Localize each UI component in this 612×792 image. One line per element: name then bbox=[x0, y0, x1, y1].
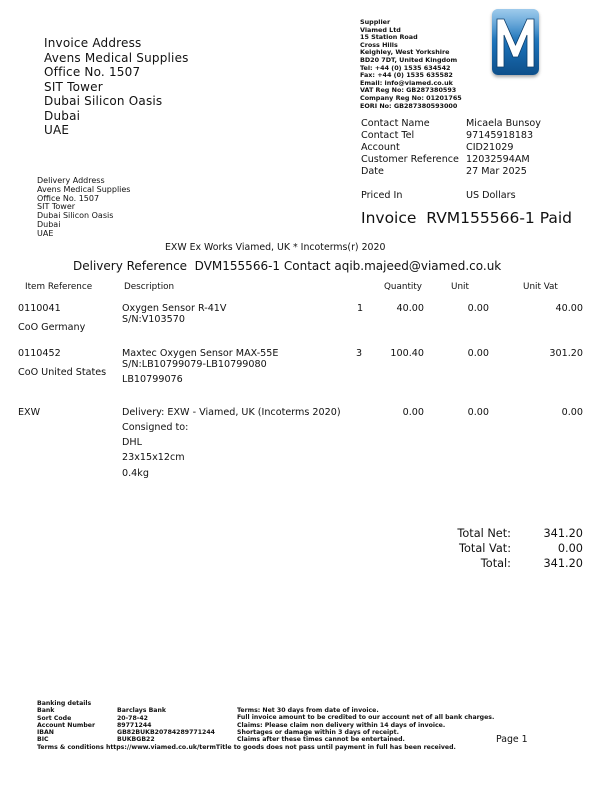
delivery-address-line: Avens Medical Supplies bbox=[37, 184, 131, 194]
terms-line: Claims after these times cannot be entertained. bbox=[237, 736, 405, 744]
header-description: Description bbox=[124, 282, 175, 292]
invoice-address-line: Avens Medical Supplies bbox=[44, 50, 189, 65]
supplier-line: Keighley, West Yorkshire bbox=[360, 48, 450, 57]
bank-value: GB82BUKB20784289771244 bbox=[117, 729, 215, 737]
priced-in-label: Priced In bbox=[361, 190, 403, 201]
row-description-line: S/N:V103570 bbox=[122, 314, 185, 325]
contact-row bbox=[361, 118, 541, 130]
contact-label: Date bbox=[361, 166, 384, 177]
row-description-line: Delivery: EXW - Viamed, UK (Incoterms 2020) bbox=[122, 407, 341, 418]
terms-line: Full invoice amount to be credited to our account net of all bank charges. bbox=[237, 714, 495, 722]
header-unit: Unit bbox=[451, 282, 469, 292]
delivery-address-heading: Delivery Address bbox=[37, 176, 105, 185]
supplier-line: Supplier bbox=[360, 18, 391, 26]
total-net-label: Total Net: bbox=[457, 527, 511, 540]
supplier-line: EORI No: GB287380593000 bbox=[360, 101, 458, 110]
terms-line: Terms: Net 30 days from date of invoice. bbox=[237, 707, 379, 714]
delivery-address-line: Dubai Silicon Oasis bbox=[37, 211, 114, 221]
contact-label: Account bbox=[361, 142, 400, 153]
bank-value: 20-78-42 bbox=[117, 714, 148, 722]
row-description-line: 23x15x12cm bbox=[122, 452, 185, 463]
row-unit: 0.00 bbox=[467, 407, 489, 418]
row-description-line: 0.4kg bbox=[122, 468, 149, 479]
contact-value: Micaela Bunsoy bbox=[466, 118, 541, 129]
supplier-line: BD20 7DT, United Kingdom bbox=[360, 55, 458, 64]
contact-value: 12032594AM bbox=[466, 154, 530, 165]
row-description-line: S/N:LB10799079-LB10799080 bbox=[122, 359, 267, 370]
banking-heading: Banking details bbox=[37, 700, 92, 707]
total-label: Total: bbox=[480, 557, 511, 570]
conditions-label: Terms & conditions bbox=[37, 743, 104, 751]
row-quantity: 3 bbox=[356, 348, 363, 359]
invoice-address-line: SIT Tower bbox=[44, 79, 103, 94]
supplier-line: 15 Station Road bbox=[360, 33, 418, 42]
invoice-address-line: UAE bbox=[44, 123, 70, 137]
header-unit-vat: Unit Vat bbox=[523, 282, 558, 292]
header-item-reference: Item Reference bbox=[25, 282, 93, 292]
bank-label: BIC bbox=[37, 736, 49, 744]
contact-value: CID21029 bbox=[466, 142, 514, 153]
row-unit-vat: 301.20 bbox=[549, 348, 583, 359]
contact-row bbox=[361, 154, 541, 166]
page-number: Page 1 bbox=[496, 734, 528, 745]
invoice-address bbox=[44, 36, 189, 138]
invoice-address-line: Dubai bbox=[44, 108, 81, 123]
supplier-block bbox=[360, 19, 462, 110]
total-vat-label: Total Vat: bbox=[459, 542, 511, 555]
bank-value: BUKBGB22 bbox=[117, 736, 155, 744]
contact-details bbox=[361, 118, 541, 178]
supplier-line: Fax: +44 (0) 1535 635582 bbox=[360, 71, 453, 80]
delivery-reference: Delivery Reference DVM155566-1 Contact aqib.majeed@viamed.co.uk bbox=[73, 259, 502, 273]
contact-row bbox=[361, 142, 541, 154]
delivery-address bbox=[37, 177, 130, 239]
bank-value: 89771244 bbox=[117, 721, 152, 729]
total-vat-value: 0.00 bbox=[557, 542, 583, 555]
row-price: 100.40 bbox=[390, 348, 424, 359]
supplier-line: Company Reg No: 01201765 bbox=[360, 93, 462, 102]
bank-label: IBAN bbox=[37, 729, 54, 737]
total-net-value: 341.20 bbox=[543, 527, 583, 540]
conditions-text: https://www.viamed.co.uk/termTitle to goods does not pass until payment in full has been received. bbox=[105, 743, 456, 751]
delivery-address-line: UAE bbox=[37, 228, 54, 238]
incoterms-line: EXW Ex Works Viamed, UK * Incoterms(r) 2020 bbox=[165, 242, 386, 253]
priced-in-value: US Dollars bbox=[466, 190, 516, 201]
row-unit: 0.00 bbox=[467, 348, 489, 359]
row-description-line: Maxtec Oxygen Sensor MAX-55E bbox=[122, 348, 279, 359]
invoice-address-heading: Invoice Address bbox=[44, 36, 142, 50]
contact-label: Contact Name bbox=[361, 118, 430, 129]
contact-label: Contact Tel bbox=[361, 130, 415, 141]
row-item-reference: EXW bbox=[18, 407, 41, 418]
contact-row bbox=[361, 166, 541, 178]
payment-terms bbox=[237, 707, 494, 743]
priced-in-row bbox=[361, 190, 516, 202]
invoice-address-line: Dubai Silicon Oasis bbox=[44, 94, 163, 108]
supplier-line: Viamed Ltd bbox=[360, 25, 401, 34]
delivery-address-line: SIT Tower bbox=[37, 202, 76, 212]
bank-value: Barclays Bank bbox=[117, 707, 166, 715]
row-description-line: Oxygen Sensor R-41V bbox=[122, 303, 227, 314]
row-quantity: 1 bbox=[357, 303, 364, 314]
row-item-reference: 0110041 bbox=[18, 303, 61, 314]
row-unit-vat: 40.00 bbox=[555, 303, 583, 314]
terms-line: Shortages or damage within 3 days of receipt. bbox=[237, 728, 399, 736]
delivery-address-line: Office No. 1507 bbox=[37, 193, 100, 203]
total-value: 341.20 bbox=[543, 557, 583, 570]
row-unit-vat: 0.00 bbox=[561, 407, 583, 418]
supplier-line: Email: info@viamed.co.uk bbox=[360, 78, 453, 87]
row-description-line: LB10799076 bbox=[122, 374, 183, 385]
viamed-m-logo-icon bbox=[492, 9, 539, 75]
row-coo: CoO United States bbox=[18, 367, 107, 378]
bank-label: Sort Code bbox=[37, 714, 72, 722]
row-unit: 0.00 bbox=[467, 303, 489, 314]
contact-row bbox=[361, 130, 541, 142]
delivery-address-line: Dubai bbox=[37, 219, 61, 229]
header-quantity: Quantity bbox=[384, 282, 423, 292]
contact-value: 27 Mar 2025 bbox=[466, 166, 527, 177]
contact-label: Customer Reference bbox=[361, 154, 459, 165]
row-price: 40.00 bbox=[396, 303, 424, 314]
bank-label: Account Number bbox=[37, 721, 96, 729]
row-description-line: Consigned to: bbox=[122, 422, 189, 433]
contact-value: 97145918183 bbox=[466, 130, 534, 141]
row-item-reference: 0110452 bbox=[18, 348, 61, 359]
supplier-line: Tel: +44 (0) 1535 634542 bbox=[360, 63, 451, 72]
row-price: 0.00 bbox=[402, 407, 424, 418]
conditions-row bbox=[37, 744, 456, 751]
row-coo: CoO Germany bbox=[18, 322, 86, 333]
supplier-line: Cross Hills bbox=[360, 40, 398, 49]
row-description-line: DHL bbox=[122, 437, 142, 448]
terms-line: Claims: Please claim non delivery within 14 days of invoice. bbox=[237, 721, 446, 729]
invoice-address-line: Office No. 1507 bbox=[44, 65, 141, 79]
invoice-title: Invoice RVM155566-1 Paid bbox=[361, 209, 573, 227]
supplier-line: VAT Reg No: GB287380593 bbox=[360, 86, 457, 95]
bank-label: Bank bbox=[37, 707, 55, 715]
